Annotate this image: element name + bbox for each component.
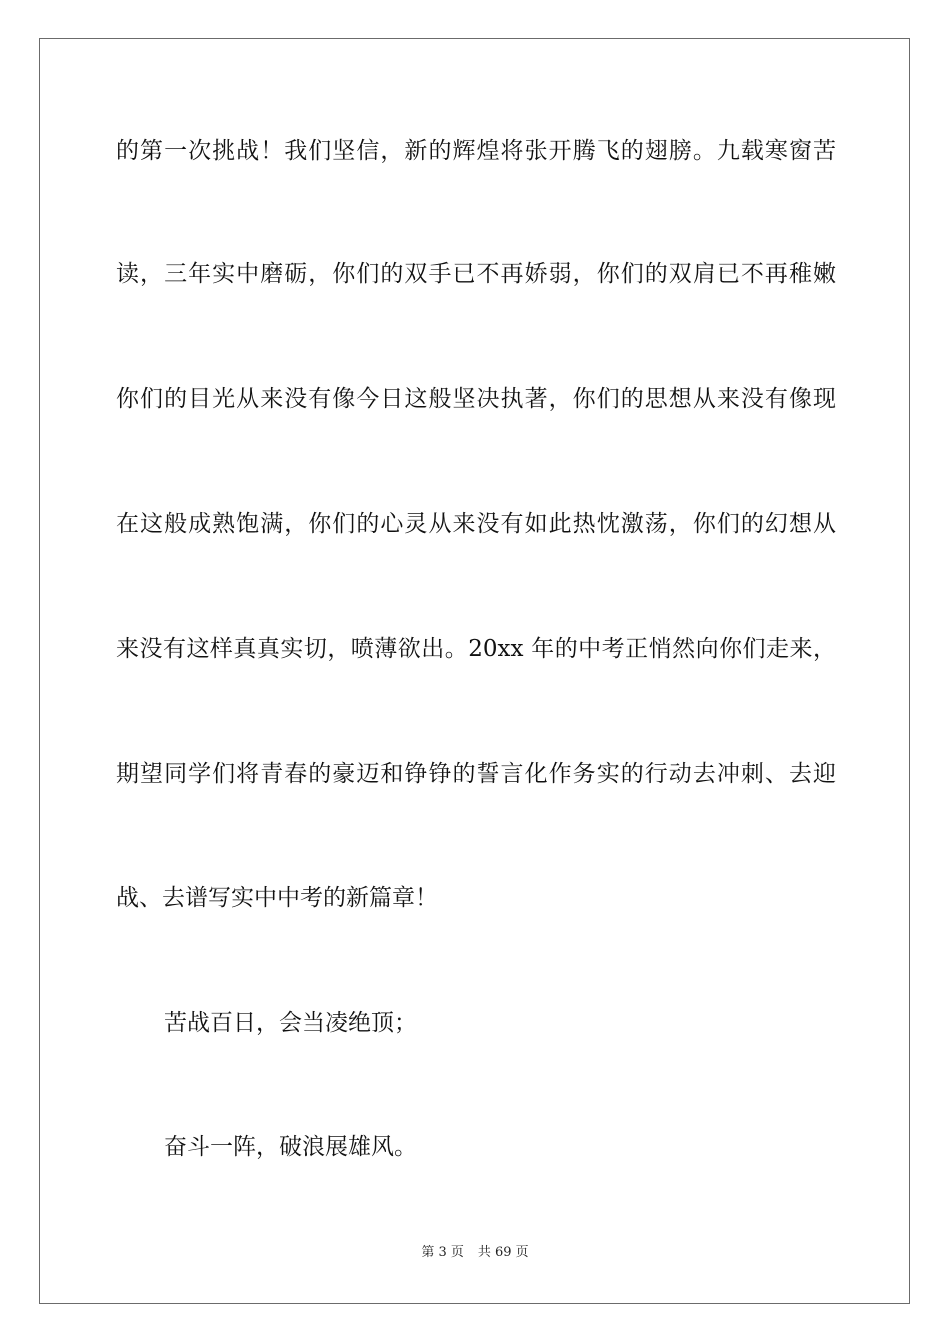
paragraph-line-6: 期望同学们将青春的豪迈和铮铮的誓言化作务实的行动去冲刺、去迎 <box>116 761 836 787</box>
paragraph-line-5: 来没有这样真真实切，喷薄欲出。20xx 年的中考正悄然向你们走来， <box>116 636 836 662</box>
page-total: 共 69 页 <box>477 1245 529 1260</box>
paragraph-line-1: 的第一次挑战！我们坚信，新的辉煌将张开腾飞的翅膀。九载寒窗苦 <box>116 138 836 164</box>
poem-line-2: 奋斗一阵，破浪展雄风。 <box>164 1134 417 1160</box>
paragraph-line-7: 战、去谱写实中中考的新篇章！ <box>116 885 438 911</box>
page-border <box>39 38 910 1304</box>
paragraph-line-2: 读，三年实中磨砺，你们的双手已不再娇弱，你们的双肩已不再稚嫩 <box>116 261 836 287</box>
paragraph-line-4: 在这般成熟饱满，你们的心灵从来没有如此热忱激荡，你们的幻想从 <box>116 511 836 537</box>
page-number: 第 3 页 <box>421 1245 464 1260</box>
page-footer <box>0 1244 950 1262</box>
poem-line-1: 苦战百日，会当凌绝顶； <box>164 1010 417 1036</box>
paragraph-line-3: 你们的目光从来没有像今日这般坚决执著，你们的思想从来没有像现 <box>116 386 836 412</box>
